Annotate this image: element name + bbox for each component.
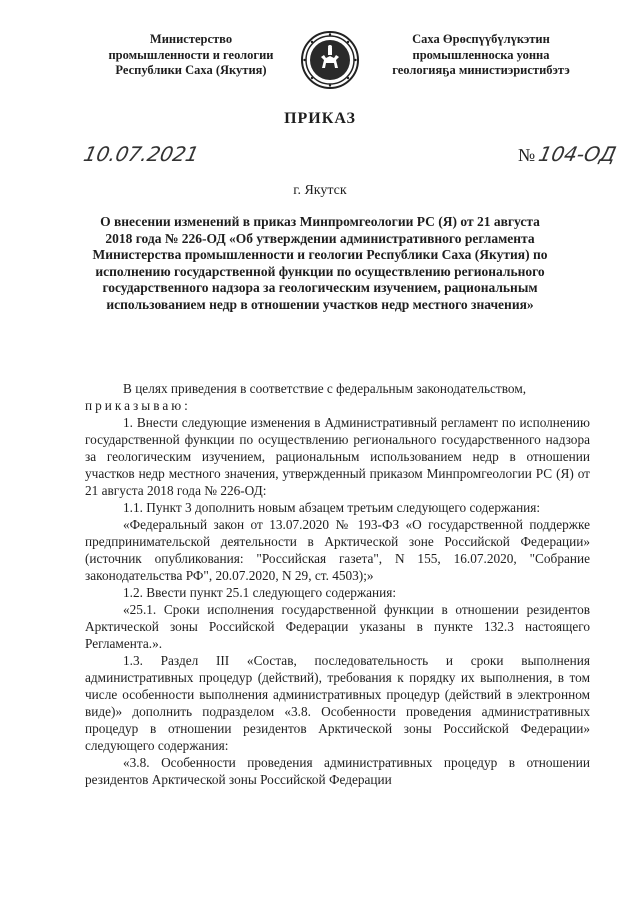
ministry-line: промышленноска уонна	[412, 47, 550, 62]
ministry-name-russian	[96, 32, 286, 79]
paragraph-1-2-quote: «25.1. Сроки исполнения государственной функции в отношении резидентов Арктической зоны Российской Федерации указаны в пункте 132.3 настоящего Регламента.».	[85, 602, 590, 651]
ministry-name-yakut	[376, 32, 586, 79]
order-word: приказываю:	[85, 398, 191, 413]
document-title: ПРИКАЗ	[284, 110, 356, 127]
paragraph-1: 1. Внести следующие изменения в Административный регламент по исполнению государственной функции по осуществлению регионального государственного надзора за геологическим изучением, рациональным использованием недр в отношении участков недр местного значения, утвержденный приказом Минпромгеологии РС (Я) от 21 августа 2018 года № 226-ОД:	[85, 415, 590, 498]
paragraph-1-1-quote: «Федеральный закон от 13.07.2020 № 193-ФЗ «О государственной поддержке предпринимательской деятельности в Арктической зоне Российской Федерации» (источник опубликования: "Российская газета", N 155, 16.07.2020, "Собрание законодательства РФ", 20.07.2020, N 29, ст. 4503);»	[85, 517, 590, 583]
ministry-line: Саха Өрөспүүбүлүкэтин	[412, 32, 550, 46]
ministry-line: геологияҕа министиэристибэтэ	[392, 63, 570, 77]
paragraph-1-1: 1.1. Пункт 3 дополнить новым абзацем третьим следующего содержания:	[123, 500, 541, 515]
paragraph-3-8: «3.8. Особенности проведения административных процедур в отношении резидентов Арктической зоны Российской Федерации	[85, 755, 590, 787]
ministry-line: Республики Саха (Якутия)	[115, 63, 267, 77]
document-body	[85, 380, 590, 788]
document-header	[0, 32, 640, 92]
intro-paragraph: В целях приведения в соответствие с федеральным законодательством,	[123, 381, 527, 396]
yakutia-coat-of-arms-icon	[300, 30, 360, 90]
ministry-line: промышленности и геологии	[108, 47, 274, 62]
paragraph-1-3: 1.3. Раздел III «Состав, последовательность и сроки выполнения административных процедур (действий), требования к порядку их выполнения, в том числе особенности выполнения административных процедур (действий в электронном виде)» дополнить подразделом «3.8. Особенности проведения административных процедур в отношении резидентов Арктической зоны Российской Федерации» следующего содержания:	[85, 653, 590, 753]
document-subject: О внесении изменений в приказ Минпромгеологии РС (Я) от 21 августа 2018 года № 226-ОД «Об утверждении административного регламента Министерства промышленности и геологии Республики Саха (Якутия) по исполнению государственной функции по осуществлению регионального государственного надзора за геологическим изучением, рациональным использованием недр в отношении участков недр местного значения»	[92, 214, 548, 312]
paragraph-1-2: 1.2. Ввести пункт 25.1 следующего содержания:	[123, 585, 397, 600]
number-sign: №	[518, 145, 536, 165]
ministry-line: Министерство	[149, 32, 233, 46]
document-date: 10.07.2021	[81, 142, 202, 166]
document-city: г. Якутск	[293, 183, 347, 198]
document-number	[518, 142, 619, 166]
number-value: 104-ОД	[536, 142, 619, 166]
